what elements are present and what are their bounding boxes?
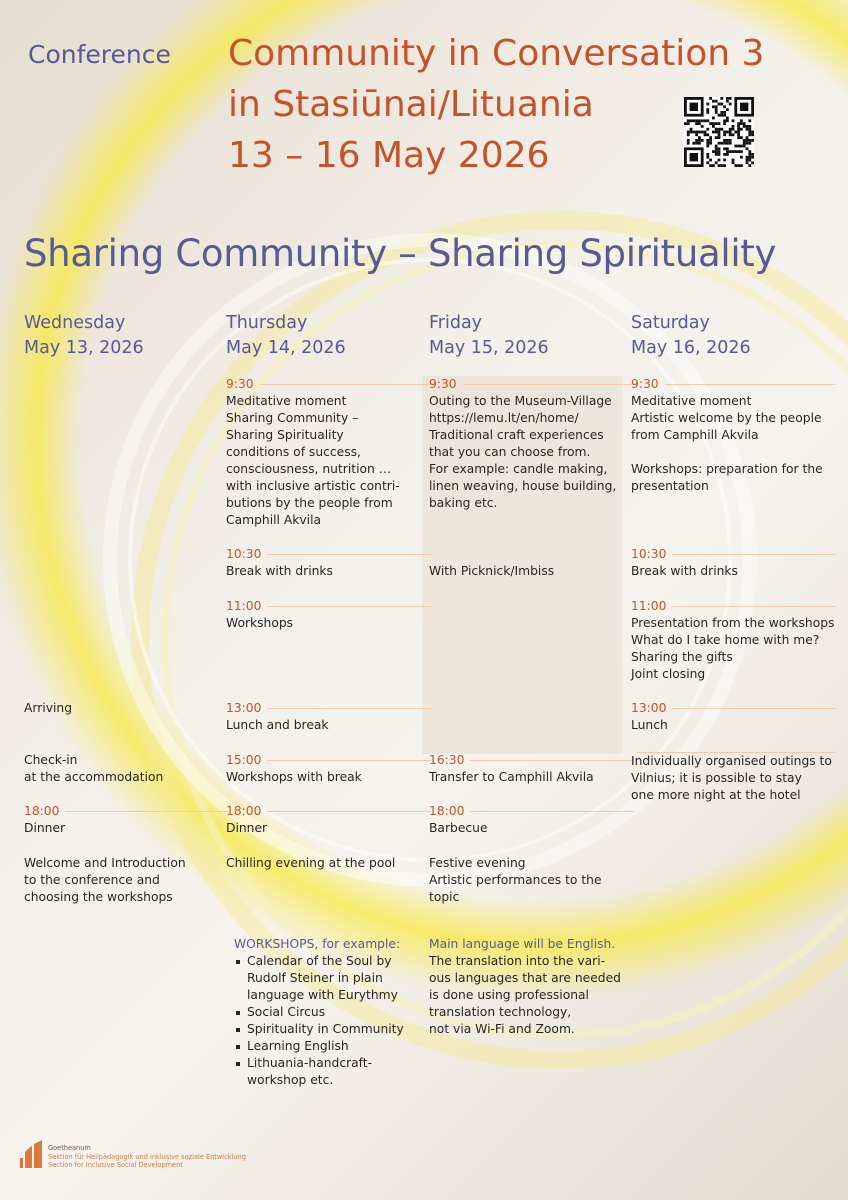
section-en: Section for Inclusive Social Development bbox=[48, 1161, 183, 1169]
activity-text: Outing to the Museum-Village https://lemu.lt/en/home/ Traditional craft experiences that you can choose from. For example: candle making, linen weaving, house building, baking etc. bbox=[429, 394, 617, 510]
workshop-item: Social Circus bbox=[234, 1004, 414, 1021]
schedule-item bbox=[631, 376, 836, 495]
time-text: 10:30 bbox=[631, 547, 667, 561]
title-line: Community in Conversation 3 bbox=[228, 33, 765, 74]
activity-text: Arriving bbox=[24, 701, 73, 715]
time-text: 13:00 bbox=[631, 701, 667, 715]
activity-text: Lunch and break bbox=[226, 718, 329, 732]
workshops-title: WORKSHOPS, for example: bbox=[234, 937, 401, 951]
time-label bbox=[631, 700, 836, 717]
activity-text: Break with drinks bbox=[226, 564, 333, 578]
schedule-item bbox=[226, 546, 431, 580]
schedule-item bbox=[226, 376, 431, 529]
day-header: Thursday May 14, 2026 bbox=[226, 313, 346, 358]
day-header: Saturday May 16, 2026 bbox=[631, 313, 751, 358]
day-header: Wednesday May 13, 2026 bbox=[24, 313, 144, 358]
activity-text: Break with drinks bbox=[631, 564, 738, 578]
time-label bbox=[429, 803, 634, 820]
qr-code-icon[interactable] bbox=[684, 97, 754, 167]
event-dates: 13 – 16 May 2026 bbox=[228, 135, 550, 176]
time-label bbox=[429, 376, 634, 393]
schedule-item bbox=[226, 855, 431, 872]
time-label bbox=[429, 752, 634, 769]
schedule-item bbox=[226, 598, 431, 632]
time-text: 16:30 bbox=[429, 753, 465, 767]
schedule-item bbox=[226, 803, 431, 837]
workshops-list bbox=[234, 953, 414, 1089]
day-header: Friday May 15, 2026 bbox=[429, 313, 549, 358]
workshop-item: Calendar of the Soul by Rudolf Steiner in plain language with Eurythmy bbox=[234, 953, 414, 1004]
schedule-item bbox=[429, 752, 634, 786]
activity-text: Festive evening Artistic performances to the topic bbox=[429, 856, 602, 904]
activity-text: Check-in at the accommodation bbox=[24, 753, 164, 784]
workshop-item: Learning English bbox=[234, 1038, 414, 1055]
activity-text: Welcome and Introduction to the conference and choosing the workshops bbox=[24, 856, 186, 904]
workshop-item: Lithuania-handcraft- workshop etc. bbox=[234, 1055, 414, 1089]
section-de: Sektion für Heilpädagogik und inklusive soziale Entwicklung bbox=[48, 1152, 246, 1161]
time-text: 9:30 bbox=[429, 377, 457, 391]
time-label bbox=[24, 803, 229, 820]
time-label bbox=[226, 700, 431, 717]
activity-text: Meditative moment Sharing Community – Sharing Spirituality conditions of success, consciousness, nutrition … with inclusive artistic contri- butions by the people from Camphill Akvila bbox=[226, 394, 400, 527]
conference-label: Conference bbox=[28, 40, 171, 69]
activity-text: Transfer to Camphill Akvila bbox=[429, 770, 594, 784]
title-line: in Stasiūnai/Lituania bbox=[228, 84, 594, 125]
activity-text: Workshops bbox=[226, 616, 294, 630]
activity-text: Meditative moment Artistic welcome by the people from Camphill Akvila Workshops: preparation for the presentation bbox=[631, 394, 823, 493]
schedule-item bbox=[429, 803, 634, 837]
time-text: 9:30 bbox=[631, 377, 659, 391]
schedule-item bbox=[24, 700, 229, 717]
activity-text: Dinner bbox=[226, 821, 268, 835]
activity-text: Barbecue bbox=[429, 821, 488, 835]
org-name: Goetheanum bbox=[48, 1144, 91, 1152]
schedule-item bbox=[631, 598, 836, 683]
time-label bbox=[226, 752, 431, 769]
schedule-item bbox=[631, 752, 836, 804]
time-label bbox=[226, 803, 431, 820]
schedule-item bbox=[24, 855, 229, 906]
schedule-item bbox=[631, 700, 836, 734]
language-box bbox=[429, 936, 629, 1038]
workshops-box bbox=[234, 936, 414, 1089]
schedule-item bbox=[429, 855, 634, 906]
activity-text: Workshops with break bbox=[226, 770, 362, 784]
schedule-item bbox=[24, 803, 229, 837]
language-text: The translation into the vari- ous languages that are needed is done using professional translation technology, not via Wi-Fi and Zoom. bbox=[429, 954, 621, 1036]
time-text: 18:00 bbox=[429, 804, 465, 818]
schedule-item bbox=[226, 752, 431, 786]
schedule-item bbox=[226, 700, 431, 734]
time-label bbox=[226, 546, 431, 563]
activity-text: Lunch bbox=[631, 718, 668, 732]
schedule-item bbox=[24, 752, 229, 786]
time-text: 9:30 bbox=[226, 377, 254, 391]
goetheanum-logo-icon bbox=[20, 1140, 42, 1168]
schedule-item bbox=[429, 376, 634, 512]
activity-text: Presentation from the workshops What do I take home with me? Sharing the gifts Joint closing bbox=[631, 616, 835, 681]
time-text: 18:00 bbox=[24, 804, 60, 818]
time-label bbox=[226, 376, 431, 393]
time-label bbox=[631, 598, 836, 615]
activity-text: Dinner bbox=[24, 821, 66, 835]
time-label bbox=[631, 376, 836, 393]
activity-text: Chilling evening at the pool bbox=[226, 856, 396, 870]
time-text: 11:00 bbox=[226, 599, 262, 613]
time-label bbox=[631, 546, 836, 563]
time-label bbox=[226, 598, 431, 615]
time-text: 15:00 bbox=[226, 753, 262, 767]
time-text: 13:00 bbox=[226, 701, 262, 715]
workshop-item: Spirituality in Community bbox=[234, 1021, 414, 1038]
time-text: 10:30 bbox=[226, 547, 262, 561]
activity-text: Individually organised outings to Vilnius; it is possible to stay one more night at the hotel bbox=[631, 754, 832, 802]
schedule-item bbox=[429, 563, 634, 580]
language-title: Main language will be English. bbox=[429, 937, 616, 951]
schedule-item bbox=[631, 546, 836, 580]
goetheanum-logo bbox=[20, 1140, 246, 1170]
time-text: 11:00 bbox=[631, 599, 667, 613]
activity-text: With Picknick/Imbiss bbox=[429, 564, 555, 578]
theme-subtitle: Sharing Community – Sharing Spirituality bbox=[24, 232, 777, 275]
time-text: 18:00 bbox=[226, 804, 262, 818]
